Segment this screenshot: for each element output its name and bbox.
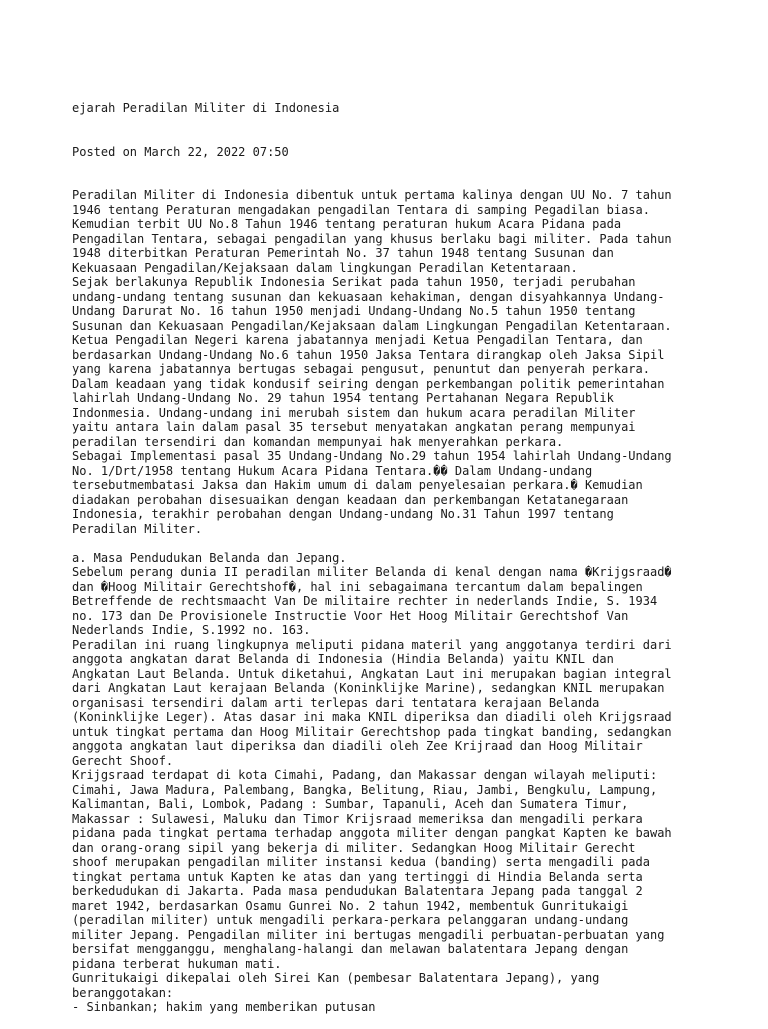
text-line: berkedudukan di Jakarta. Pada masa pendudukan Balatentara Jepang pada tanggal 2 (72, 884, 643, 898)
text-line: No. 1/Drt/1958 tentang Hukum Acara Pidana Tentara.�� Dalam Undang-undang (72, 463, 593, 478)
text-line: undang-undang tentang susunan dan kekuasaan kehakiman, dengan disyahkannya Undang- (72, 289, 665, 304)
text-line: Sebagai Implementasi pasal 35 Undang-Undang No.29 tahun 1954 lahirlah Undang-Undang (72, 449, 672, 463)
posted-date: Posted on March 22, 2022 07:50 (72, 144, 289, 159)
text-line: Angkatan Laut Belanda. Untuk diketahui, Angkatan Laut ini merupakan bagian integral (72, 666, 672, 681)
text-line: militer Jepang. Pengadilan militer ini bertugas mengadili perbuatan-perbuatan yang (72, 927, 665, 942)
text-line: dan orang-orang sipil yang bekerja di militer. Sedangkan Hoog Militair Gerecht (72, 840, 636, 855)
text-line: diadakan perobahan disesuaikan dengan keadaan dan perkembangan Ketatanegaraan (72, 492, 629, 507)
text-line: Peradilan Militer di Indonesia dibentuk untuk pertama kalinya dengan UU No. 7 tahun (72, 188, 672, 202)
text-line: peradilan tersendiri dan komandan mempunyai hak menyerahkan perkara. (72, 434, 564, 449)
text-line: Gerecht Shoof. (72, 753, 174, 768)
text-line: dan �Hoog Militair Gerechtshof�, hal ini sebagaimana tercantum dalam bepalingen (72, 579, 643, 594)
text-line (72, 536, 712, 551)
text-line: dari Angkatan Laut kerajaan Belanda (Koninklijke Marine), sedangkan KNIL merupakan (72, 681, 665, 695)
text-line: Ketua Pengadilan Negeri karena jabatannya menjadi Ketua Pengadilan Tentara, dan (72, 333, 643, 347)
text-line: Nederlands Indie, S.1992 no. 163. (72, 623, 311, 637)
text-line: pidana pada tingkat pertama terhadap anggota militer dengan pangkat Kapten ke bawah (72, 826, 672, 840)
article-text (72, 188, 712, 1015)
text-line: Gunritukaigi dikepalai oleh Sirei Kan (pembesar Balatentara Jepang), yang (72, 971, 600, 985)
text-line: Susunan dan Kekuasaan Pengadilan/Kejaksaan dalam Lingkungan Pengadilan Ketentaraan. (72, 318, 672, 333)
text-line: Indonmesia. Undang-undang ini merubah sistem dan hukum acara peradilan Militer (72, 405, 636, 420)
document-body (72, 72, 712, 1029)
text-line: Peradilan Militer. (72, 521, 203, 536)
text-line: Dalam keadaan yang tidak kondusif seiring dengan perkembangan politik pemerintahan (72, 376, 665, 391)
text-line: yang karena jabatannya bertugas sebagai pengusut, penuntut dan penyerah perkara. (72, 362, 650, 376)
text-line: yaitu antara lain dalam pasal 35 tersebut menyatakan angkatan perang mempunyai (72, 420, 636, 434)
text-line: Undang Darurat No. 16 tahun 1950 menjadi Undang-Undang No.5 tahun 1950 tentang (72, 304, 636, 318)
text-line: bersifat mengganggu, menghalang-halangi dan melawan balatentara Jepang dengan (72, 942, 629, 956)
text-line: beranggotakan: (72, 985, 174, 1000)
text-line: Cimahi, Jawa Madura, Palembang, Bangka, Belitung, Riau, Jambi, Bengkulu, Lampung, (72, 782, 658, 797)
text-line: anggota angkatan laut diperiksa dan diadili oleh Zee Krijraad dan Hoog Militair (72, 739, 643, 753)
text-line: Kalimantan, Bali, Lombok, Padang : Sumbar, Tapanuli, Aceh dan Sumatera Timur, (72, 797, 629, 811)
text-line: shoof merupakan pengadilan militer instansi kedua (banding) serta mengadili pada (72, 855, 650, 869)
text-line: Kekuasaan Pengadilan/Kejaksaan dalam lingkungan Peradilan Ketentaraan. (72, 260, 578, 275)
text-line: Indonesia, terakhir perobahan dengan Undang-undang No.31 Tahun 1997 tentang (72, 507, 614, 521)
text-line: berdasarkan Undang-Undang No.6 tahun 1950 Jaksa Tentara dirangkap oleh Jaksa Sipil (72, 347, 665, 362)
text-line: Kemudian terbit UU No.8 Tahun 1946 tentang peraturan hukum Acara Pidana pada (72, 217, 622, 231)
text-line: Krijgsraad terdapat di kota Cimahi, Padang, dan Makassar dengan wilayah meliputi: (72, 768, 658, 782)
text-line: Betreffende de rechtsmaacht Van De militaire rechter in nederlands Indie, S. 1934 (72, 594, 658, 608)
text-line: untuk tingkat pertama dan Hoog Militair Gerechtshop pada tingkat banding, sedangkan (72, 724, 672, 739)
text-line: 1946 tentang Peraturan mengadakan pengadilan Tentara di samping Pegadilan biasa. (72, 202, 650, 217)
text-line: tingkat pertama untuk Kapten ke atas dan yang tertinggi di Hindia Belanda serta (72, 869, 643, 884)
text-line: pidana terberat hukuman mati. (72, 956, 282, 971)
document-title: ejarah Peradilan Militer di Indonesia (72, 101, 340, 115)
text-line: tersebutmembatasi Jaksa dan Hakim umum di dalam penyelesaian perkara.� Kemudian (72, 478, 643, 492)
text-line: Sebelum perang dunia II peradilan militer Belanda di kenal dengan nama �Krijgsraad� (72, 565, 672, 579)
text-line: a. Masa Pendudukan Belanda dan Jepang. (72, 550, 347, 565)
text-line: maret 1942, berdasarkan Osamu Gunrei No. 2 tahun 1942, membentuk Gunritukaigi (72, 898, 629, 913)
text-line: Makassar : Sulawesi, Maluku dan Timor Krijsraad memeriksa dan mengadili perkara (72, 811, 643, 826)
text-line: Pengadilan Tentara, sebagai pengadilan yang khusus berlaku bagi militer. Pada tahun (72, 231, 672, 246)
text-line: 1948 diterbitkan Peraturan Pemerintah No. 37 tahun 1948 tentang Susunan dan (72, 246, 614, 260)
text-line: Sejak berlakunya Republik Indonesia Serikat pada tahun 1950, terjadi perubahan (72, 275, 636, 289)
text-line: (peradilan militer) untuk mengadili perkara-perkara pelanggaran undang-undang (72, 913, 629, 927)
text-line: organisasi tersendiri dalam arti terlepas dari tentatara kerajaan Belanda (72, 695, 600, 710)
text-line: anggota angkatan darat Belanda di Indonesia (Hindia Belanda) yaitu KNIL dan (72, 652, 614, 666)
text-line: (Koninklijke Leger). Atas dasar ini maka KNIL diperiksa dan diadili oleh Krijgsraad (72, 710, 672, 724)
text-line: no. 173 dan De Provisionele Instructie Voor Het Hoog Militair Gerechtshof Van (72, 608, 629, 623)
text-line: lahirlah Undang-Undang No. 29 tahun 1954 tentang Pertahanan Negara Republik (72, 391, 614, 405)
text-line: Peradilan ini ruang lingkupnya meliputi pidana materil yang anggotanya terdiri dari (72, 637, 672, 652)
text-line: - Sinbankan; hakim yang memberikan putusan (72, 1000, 376, 1014)
